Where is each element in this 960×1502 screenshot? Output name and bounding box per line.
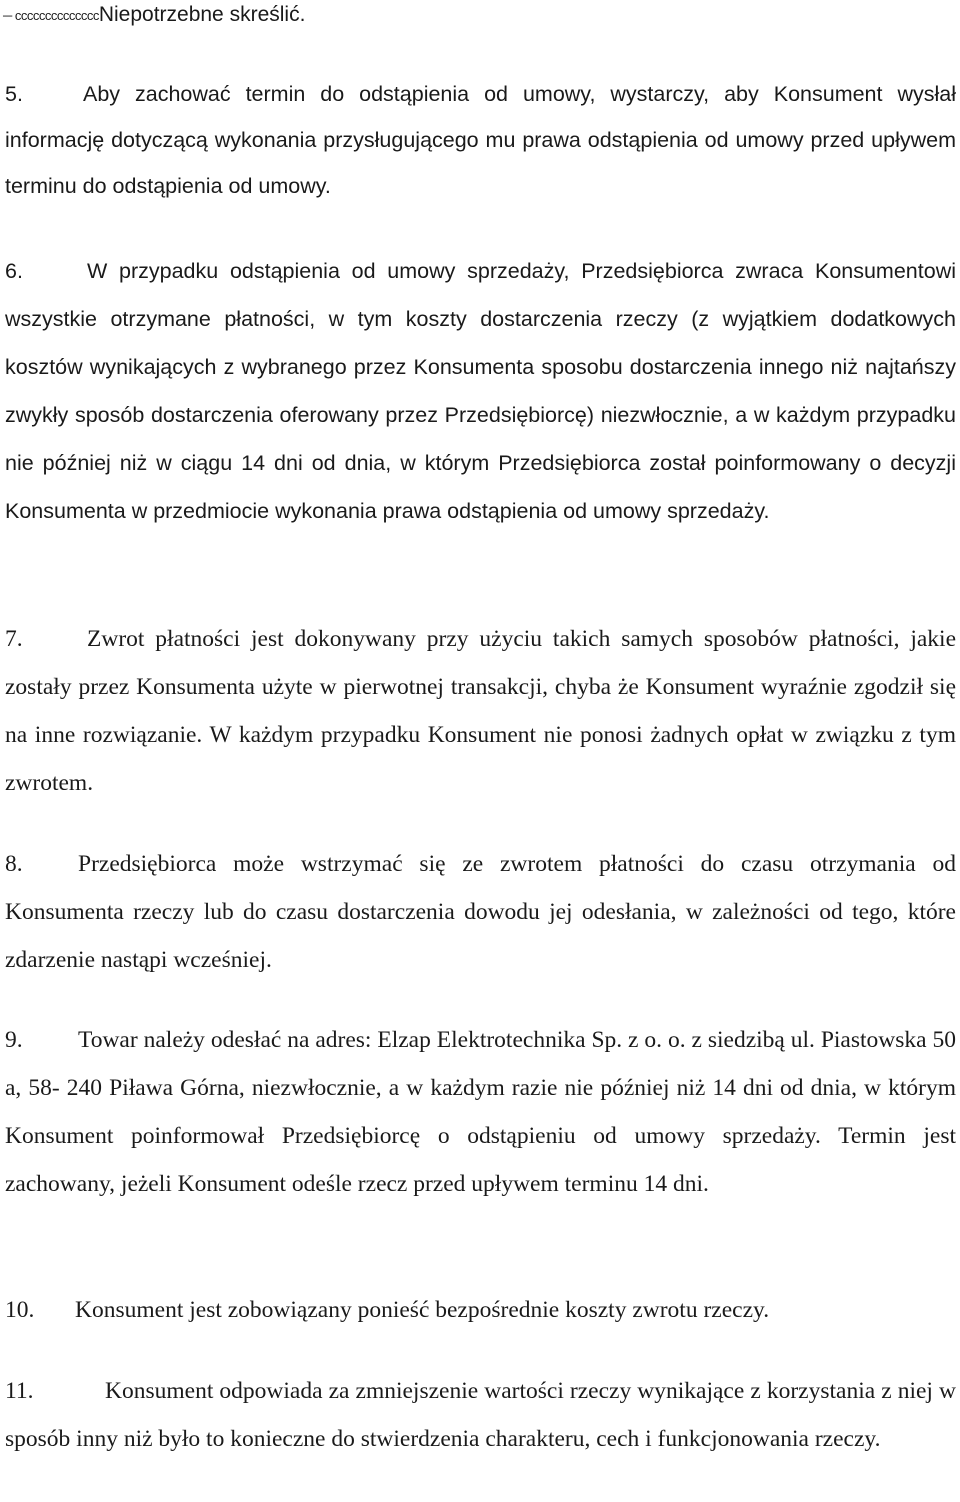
paragraph-5 (5, 71, 956, 209)
paragraph-number: 7. (5, 626, 23, 652)
paragraph-number: 6. (5, 259, 23, 283)
paragraph-text: Konsument odpowiada za zmniejszenie wartości rzeczy wynikające z korzystania z niej w sposób inny niż było to konieczne do stwierdzenia charakteru, cech i funkcjonowania rzeczy. (5, 1378, 956, 1452)
paragraph-number: 9. (5, 1027, 23, 1053)
paragraph-number: 10. (5, 1297, 35, 1323)
paragraph-8 (5, 840, 956, 984)
paragraph-9 (5, 1016, 956, 1208)
footnote-text: Niepotrzebne skreślić. (98, 3, 306, 26)
paragraph-number: 5. (5, 82, 23, 106)
paragraph-text: Aby zachować termin do odstąpienia od umowy, wystarczy, aby Konsument wysłał informację dotyczącą wykonania przysługującego mu prawa odstąpienia od umowy przed upływem terminu do odstąpienia od umowy. (5, 82, 956, 198)
paragraph-11 (5, 1367, 956, 1463)
paragraph-number: 11. (5, 1378, 34, 1404)
footnote-marker: ─ cccccccccccccc (3, 8, 99, 23)
paragraph-text: W przypadku odstąpienia od umowy sprzedaży, Przedsiębiorca zwraca Konsumentowi wszystkie otrzymane płatności, w tym koszty dostarczenia rzeczy (z wyjątkiem dodatkowych kosztów wynikających z wybranego przez Konsumenta sposobu dostarczenia innego niż najtańszy zwykły sposób dostarczenia oferowany przez Przedsiębiorcę) niezwłocznie, a w każdym przypadku nie później niż w ciągu 14 dni od dnia, w którym Przedsiębiorca został poinformowany o decyzji Konsumenta w przedmiocie wykonania prawa odstąpienia od umowy sprzedaży. (5, 259, 956, 523)
footnote (3, 2, 305, 29)
paragraph-text: Przedsiębiorca może wstrzymać się ze zwrotem płatności do czasu otrzymania od Konsumenta rzeczy lub do czasu dostarczenia dowodu jej odesłania, w zależności od tego, które zdarzenie nastąpi wcześniej. (5, 851, 956, 973)
paragraph-7 (5, 615, 956, 807)
paragraph-text: Konsument jest zobowiązany ponieść bezpośrednie koszty zwrotu rzeczy. (75, 1297, 770, 1323)
paragraph-text: Towar należy odesłać na adres: Elzap Elektrotechnika Sp. z o. o. z siedzibą ul. Piastowska 50 a, 58- 240 Piława Górna, niezwłocznie, a w każdym razie nie później niż 14 dni od dnia, w którym Konsument poinformował Przedsiębiorcę o odstąpieniu od umowy sprzedaży. Termin jest zachowany, jeżeli Konsument odeśle rzecz przed upływem terminu 14 dni. (5, 1027, 956, 1197)
paragraph-number: 8. (5, 851, 23, 877)
paragraph-text: Zwrot płatności jest dokonywany przy użyciu takich samych sposobów płatności, jakie zostały przez Konsumenta użyte w pierwotnej transakcji, chyba że Konsument wyraźnie zgodził się na inne rozwiązanie. W każdym przypadku Konsument nie ponosi żadnych opłat w związku z tym zwrotem. (5, 626, 956, 796)
paragraph-6 (5, 247, 956, 535)
paragraph-10 (5, 1286, 956, 1334)
